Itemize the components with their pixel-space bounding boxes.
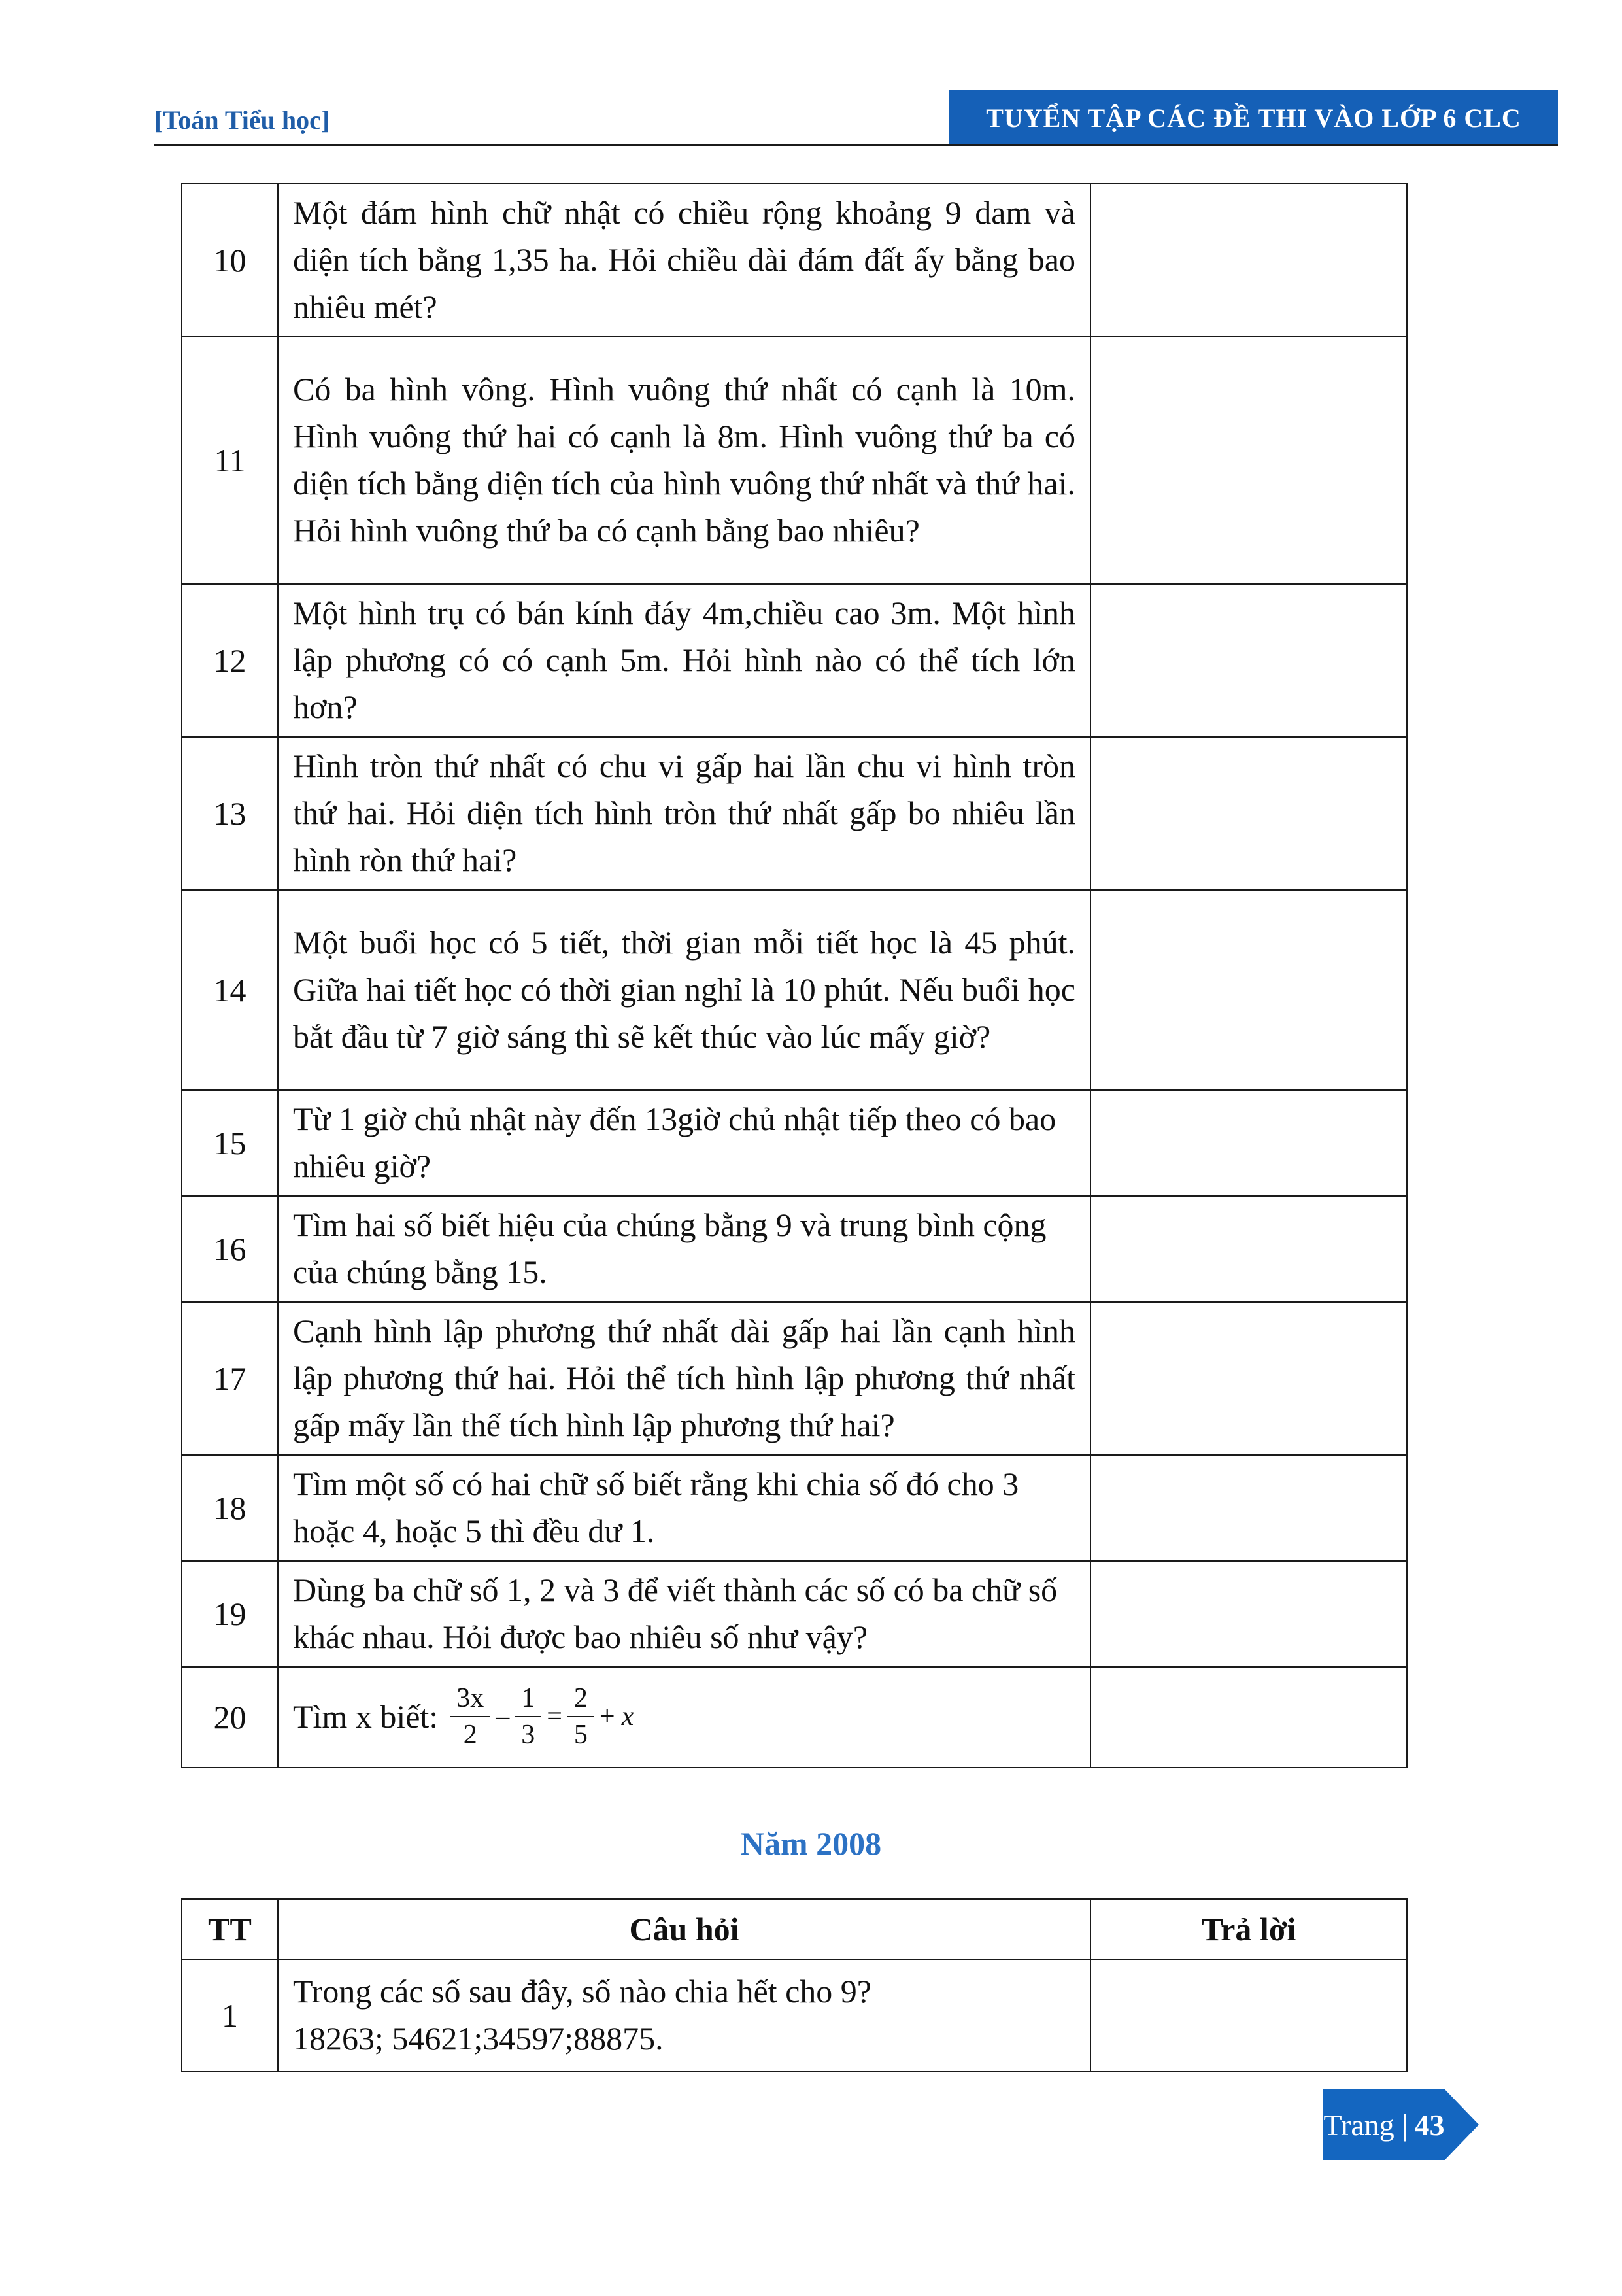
fraction-numerator: 1 (515, 1681, 541, 1717)
equation (293, 1681, 634, 1753)
fraction-denominator: 3 (521, 1720, 535, 1750)
operator: – (496, 1702, 510, 1732)
column-header-answer: Trả lời (1090, 1899, 1407, 1959)
answer-cell[interactable] (1090, 1455, 1407, 1561)
page-badge-arrow (1445, 2089, 1479, 2160)
question-cell: Một buổi học có 5 tiết, thời gian mỗi tiết học là 45 phút. Giữa hai tiết học có thời gian nghỉ là 10 phút. Nếu buổi học bắt đầu từ 7 giờ sáng thì sẽ kết thúc vào lúc mấy giờ? (278, 890, 1090, 1090)
fraction-numerator: 3x (450, 1681, 490, 1717)
fraction-numerator: 2 (567, 1681, 594, 1717)
row-number: 10 (182, 184, 278, 337)
table-header-row (182, 1899, 1407, 1959)
answer-cell[interactable] (1090, 737, 1407, 890)
header-left-label: [Toán Tiểu học] (154, 105, 330, 135)
question-cell: Tìm hai số biết hiệu của chúng bằng 9 và trung bình cộng của chúng bằng 15. (278, 1196, 1090, 1302)
variable: x (621, 1702, 634, 1732)
table-row (182, 584, 1407, 737)
answer-cell[interactable] (1090, 184, 1407, 337)
fraction (450, 1681, 490, 1753)
header-title-banner: TUYỂN TẬP CÁC ĐỀ THI VÀO LỚP 6 CLC (949, 90, 1558, 145)
row-number: 17 (182, 1302, 278, 1455)
header-rule (154, 144, 1558, 146)
answer-cell[interactable] (1090, 1959, 1407, 2072)
fraction (515, 1681, 541, 1753)
row-number: 14 (182, 890, 278, 1090)
questions-table-2008 (181, 1898, 1408, 2072)
row-number: 18 (182, 1455, 278, 1561)
fraction (567, 1681, 594, 1753)
answer-cell[interactable] (1090, 584, 1407, 737)
question-cell: Dùng ba chữ số 1, 2 và 3 để viết thành các số có ba chữ số khác nhau. Hỏi được bao nhiêu số như vậy? (278, 1561, 1090, 1667)
page-number-badge (1323, 2089, 1445, 2160)
question-cell: Một đám hình chữ nhật có chiều rộng khoảng 9 dam và diện tích bằng 1,35 ha. Hỏi chiều dài đám đất ấy bằng bao nhiêu mét? (278, 184, 1090, 337)
fraction-denominator: 5 (573, 1720, 588, 1750)
page-number: 43 (1414, 2108, 1445, 2142)
answer-cell[interactable] (1090, 1090, 1407, 1196)
row-number: 13 (182, 737, 278, 890)
row-number: 20 (182, 1667, 278, 1768)
table-row (182, 1090, 1407, 1196)
questions-table-continued (181, 183, 1408, 1768)
table-row (182, 337, 1407, 584)
column-header-question: Câu hỏi (278, 1899, 1090, 1959)
answer-cell[interactable] (1090, 1667, 1407, 1768)
row-number: 19 (182, 1561, 278, 1667)
question-cell: Một hình trụ có bán kính đáy 4m,chiều cao 3m. Một hình lập phương có có cạnh 5m. Hỏi hình nào có thể tích lớn hơn? (278, 584, 1090, 737)
table-row (182, 890, 1407, 1090)
row-number: 1 (182, 1959, 278, 2072)
table-row (182, 1302, 1407, 1455)
row-number: 11 (182, 337, 278, 584)
operator: + (599, 1702, 615, 1732)
question-cell: Có ba hình vông. Hình vuông thứ nhất có cạnh là 10m. Hình vuông thứ hai có cạnh là 8m. Hình vuông thứ ba có diện tích bằng diện tích của hình vuông thứ nhất và thứ hai. Hỏi hình vuông thứ ba có cạnh bằng bao nhiêu? (278, 337, 1090, 584)
question-cell: Từ 1 giờ chủ nhật này đến 13giờ chủ nhật tiếp theo có bao nhiêu giờ? (278, 1090, 1090, 1196)
year-title: Năm 2008 (740, 1825, 882, 1862)
answer-cell[interactable] (1090, 1561, 1407, 1667)
page-label: Trang | (1323, 2108, 1408, 2142)
question-cell: Cạnh hình lập phương thứ nhất dài gấp hai lần cạnh hình lập phương thứ hai. Hỏi thể tích hình lập phương thứ nhất gấp mấy lần thể tích hình lập phương thứ hai? (278, 1302, 1090, 1455)
question-cell (278, 1959, 1090, 2072)
table-row (182, 737, 1407, 890)
question-line: 18263; 54621;34597;88875. (293, 2020, 664, 2057)
column-header-tt: TT (182, 1899, 278, 1959)
table-row (182, 1196, 1407, 1302)
question-cell: Tìm một số có hai chữ số biết rằng khi chia số đó cho 3 hoặc 4, hoặc 5 thì đều dư 1. (278, 1455, 1090, 1561)
row-number: 16 (182, 1196, 278, 1302)
answer-cell[interactable] (1090, 1196, 1407, 1302)
row-number: 15 (182, 1090, 278, 1196)
table-row (182, 1959, 1407, 2072)
operator: = (547, 1702, 562, 1732)
table-row (182, 1667, 1407, 1768)
table-row (182, 1455, 1407, 1561)
answer-cell[interactable] (1090, 337, 1407, 584)
fraction-denominator: 2 (463, 1720, 477, 1750)
question-cell (278, 1667, 1090, 1768)
table-row (182, 184, 1407, 337)
table-row (182, 1561, 1407, 1667)
question-line: Trong các số sau đây, số nào chia hết cho 9? (293, 1973, 871, 2010)
row-number: 12 (182, 584, 278, 737)
answer-cell[interactable] (1090, 890, 1407, 1090)
equation-prefix: Tìm x biết: (293, 1698, 439, 1735)
question-cell: Hình tròn thứ nhất có chu vi gấp hai lần chu vi hình tròn thứ hai. Hỏi diện tích hình tròn thứ nhất gấp bo nhiêu lần hình ròn thứ hai? (278, 737, 1090, 890)
answer-cell[interactable] (1090, 1302, 1407, 1455)
